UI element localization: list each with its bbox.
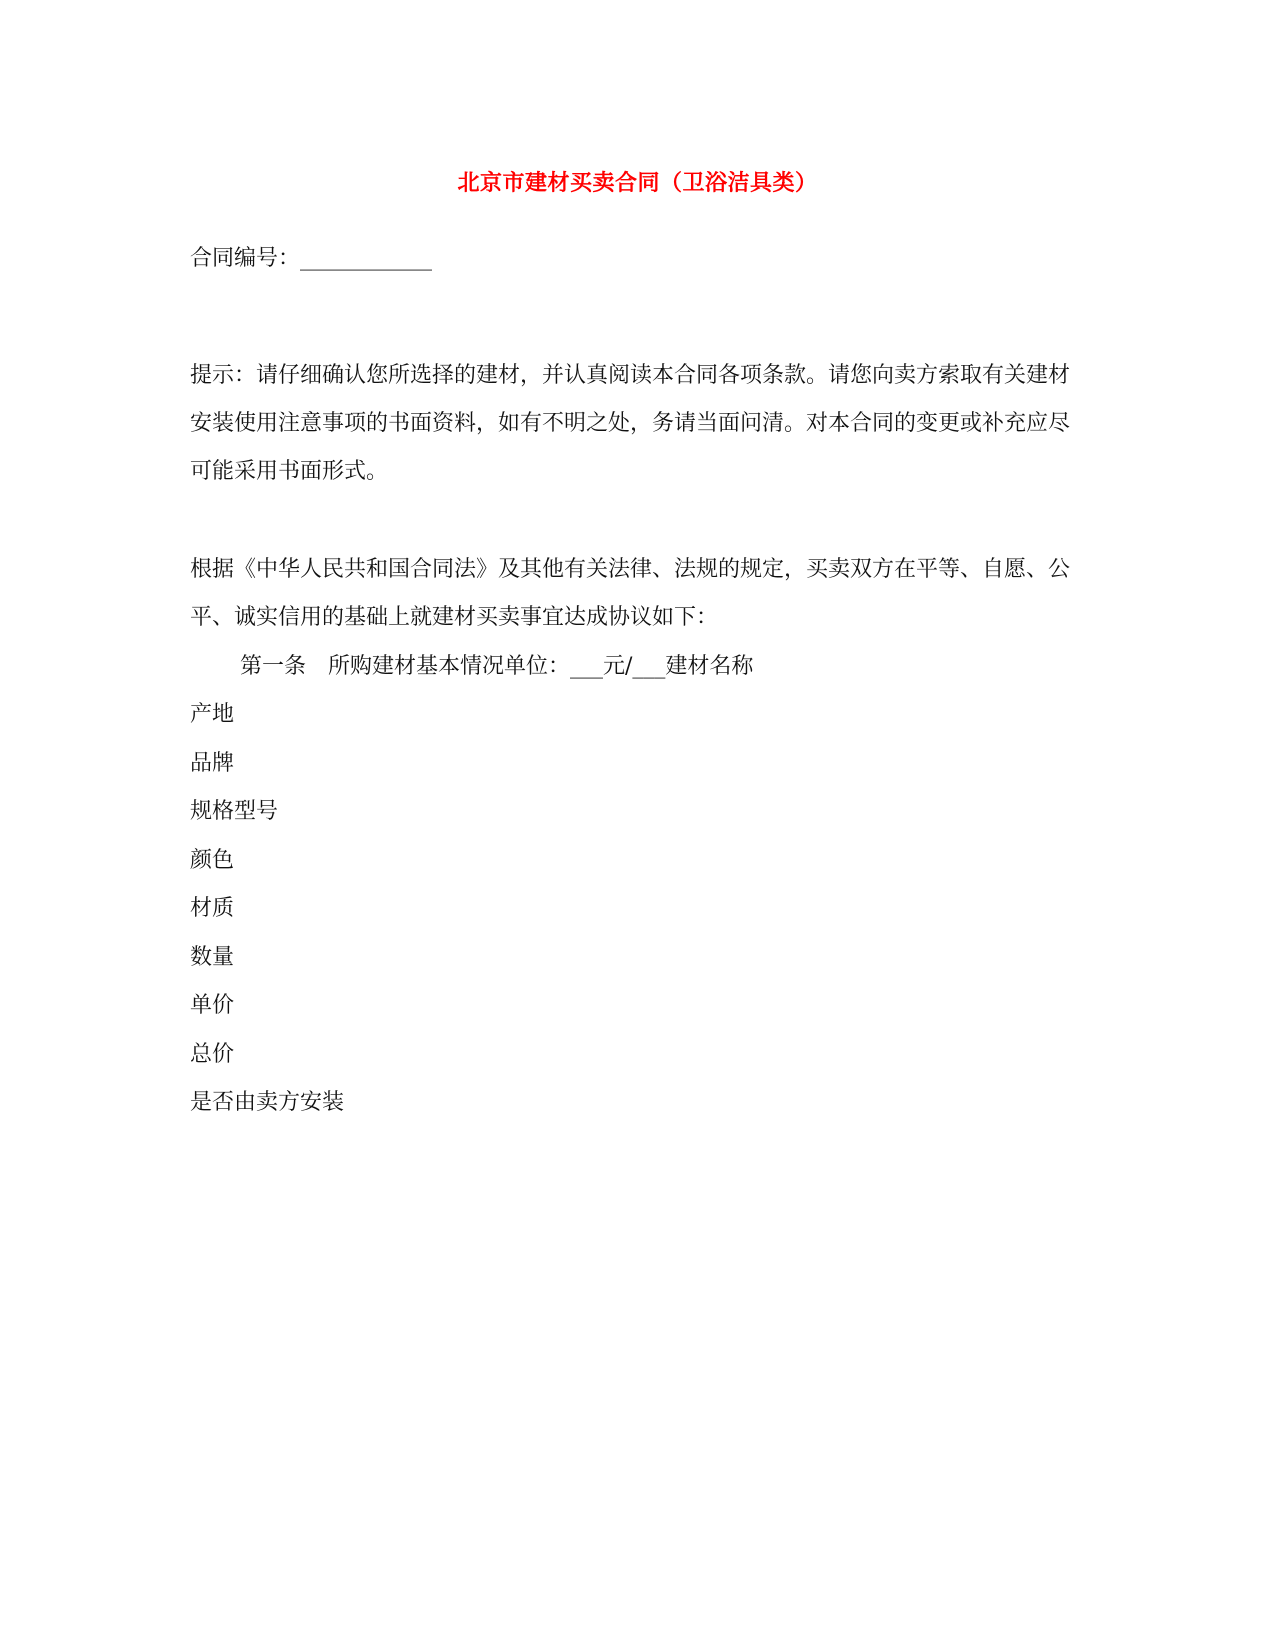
field-brand: 品牌 <box>190 750 235 776</box>
field-total-price: 总价 <box>190 1041 235 1067</box>
article-one-heading: 第一条 所购建材基本情况单位：___元/___建材名称 <box>240 654 754 679</box>
field-unit-price: 单价 <box>190 993 235 1018</box>
field-installation: 是否由卖方安装 <box>190 1090 345 1115</box>
field-quantity: 数量 <box>190 944 235 970</box>
field-model: 规格型号 <box>190 799 279 824</box>
material-field-list <box>190 691 344 1128</box>
contract-number-line: 合同编号：____________ <box>190 246 433 271</box>
notice-paragraph: 提示：请仔细确认您所选择的建材，并认真阅读本合同各项条款。请您向卖方索取有关建材安装使用注意事项的书面资料，如有不明之处，务请当面问清。对本合同的变更或补充应尽可能采用书面形式。 <box>190 363 1071 484</box>
field-origin: 产地 <box>190 702 235 727</box>
field-material: 材质 <box>190 896 235 921</box>
document-title: 北京市建材买卖合同（卫浴洁具类） <box>457 170 818 196</box>
field-color: 颜色 <box>190 847 235 873</box>
legal-basis-paragraph: 根据《中华人民共和国合同法》及其他有关法律、法规的规定，买卖双方在平等、自愿、公平、诚实信用的基础上就建材买卖事宜达成协议如下： <box>190 557 1071 630</box>
